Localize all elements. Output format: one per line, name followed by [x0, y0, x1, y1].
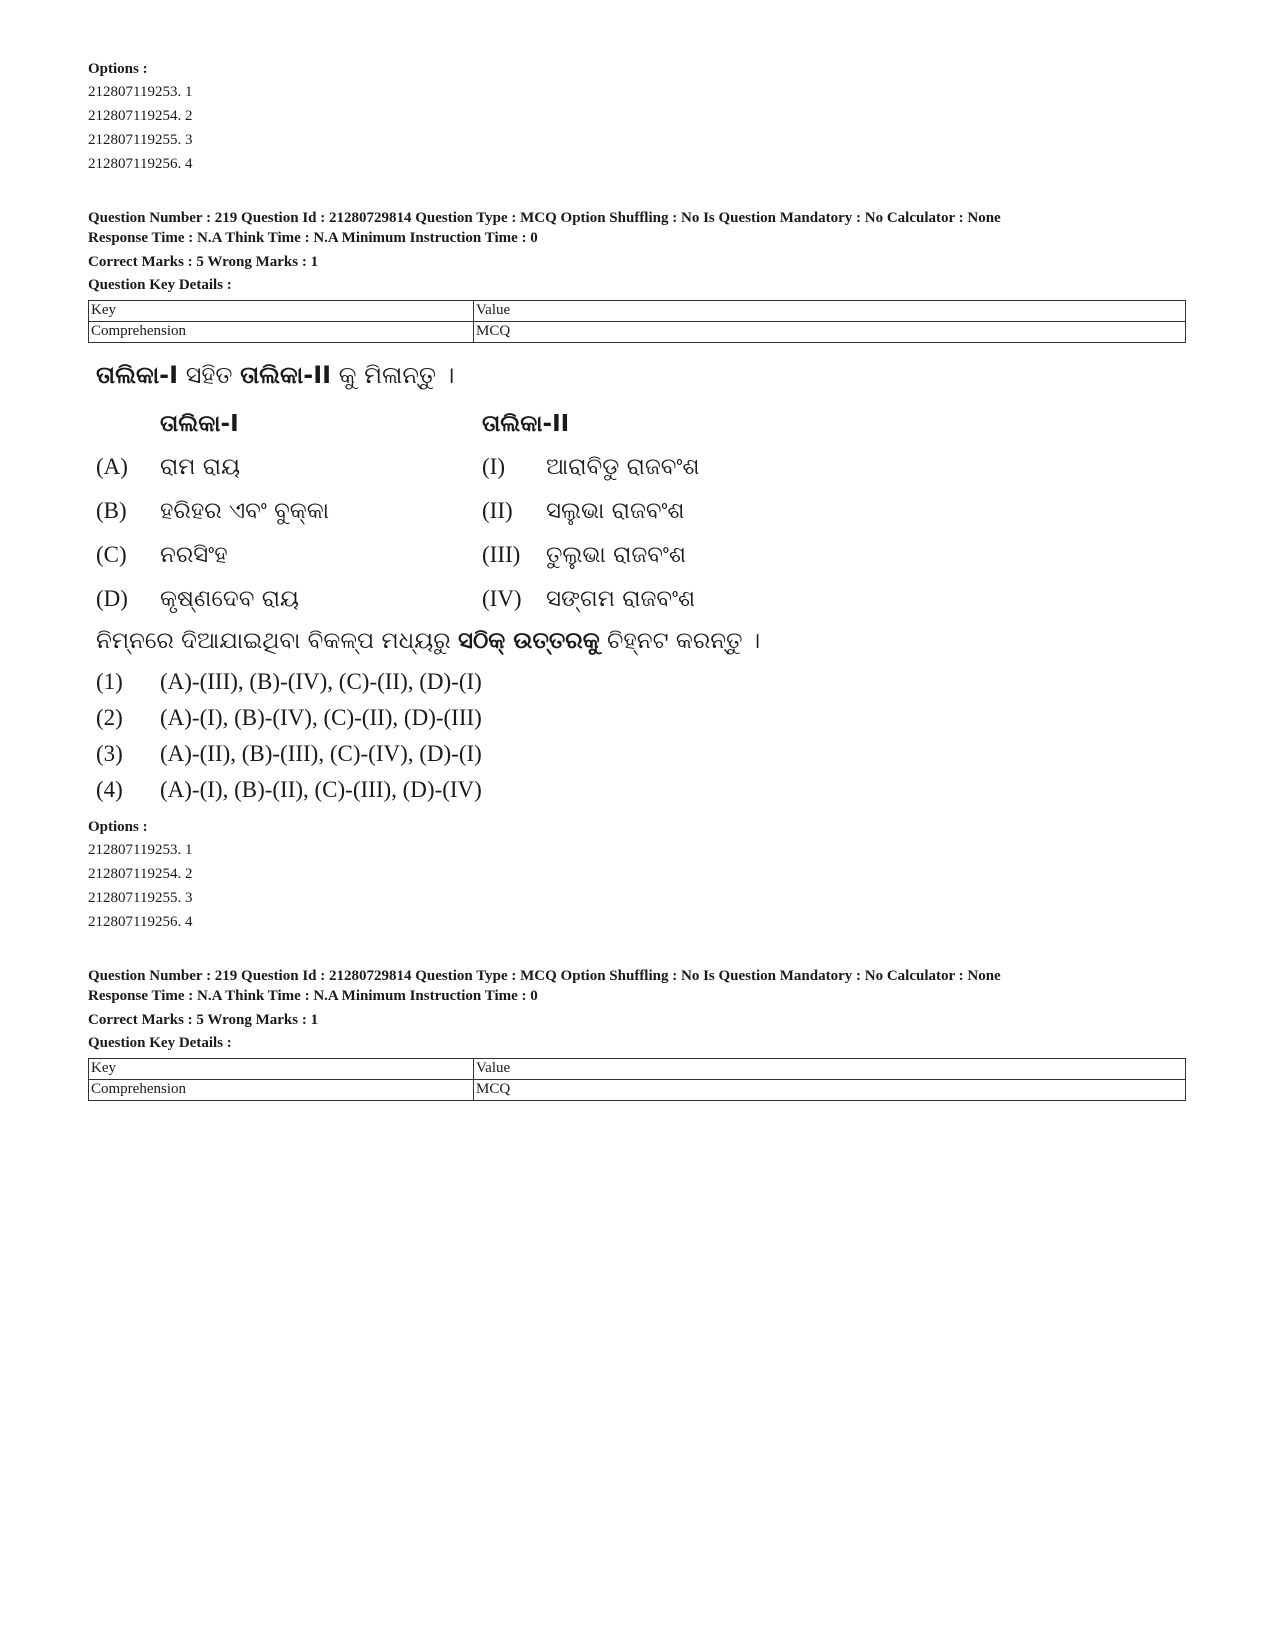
option-id-2: 212807119254. 2 [88, 866, 193, 882]
instruction-emphasis: ସଠିକ୍ ଉତ୍ତରକୁ [457, 628, 600, 654]
list-1-item: ରାମ ରାୟ [160, 454, 241, 480]
option-id-1: 212807119253. 1 [88, 84, 193, 100]
instruction-text: ନିମ୍ନରେ ଦିଆଯାଇଥିବା ବିକଳ୍ପ ମଧ୍ୟରୁ [96, 628, 458, 654]
match-row [96, 497, 796, 527]
option-id-1: 212807119253. 1 [88, 842, 193, 858]
answer-text: (A)-(II), (B)-(III), (C)-(IV), (D)-(I) [160, 741, 482, 766]
option-id-3: 212807119255. 3 [88, 132, 193, 148]
answer-number: (1) [96, 669, 123, 694]
question-key-table [88, 300, 1186, 343]
row-label-left: (B) [96, 498, 127, 523]
option-id-4: 212807119256. 4 [88, 156, 193, 172]
answer-choice [96, 740, 696, 770]
table-cell-key: Comprehension [89, 322, 474, 343]
options-label: Options : [88, 819, 148, 835]
title-list-1: ତାଲିକା-I [96, 361, 179, 389]
answer-text: (A)-(III), (B)-(IV), (C)-(II), (D)-(I) [160, 669, 482, 694]
table-header-key: Key [89, 1059, 474, 1080]
answer-number: (2) [96, 705, 123, 730]
option-id-4: 212807119256. 4 [88, 914, 193, 930]
question-key-table [88, 1058, 1186, 1101]
options-label: Options : [88, 61, 148, 77]
answer-choice [96, 704, 696, 734]
list-2-item: ସଲୁଭା ରାଜବଂଶ [546, 498, 685, 524]
list-2-item: ତୁଲୁଭା ରାଜବଂଶ [546, 542, 686, 568]
key-details-label: Question Key Details : [88, 1035, 232, 1051]
option-id-3: 212807119255. 3 [88, 890, 193, 906]
match-row [96, 541, 796, 571]
table-header-key: Key [89, 301, 474, 322]
list-2-heading: ତାଲିକା-II [482, 411, 570, 437]
key-details-label: Question Key Details : [88, 277, 232, 293]
table-header-value: Value [474, 1059, 1186, 1080]
row-label-right: (IV) [482, 586, 522, 611]
question-title [96, 360, 454, 390]
list-1-heading: ତାଲିକା-I [160, 411, 239, 437]
table-cell-key: Comprehension [89, 1080, 474, 1101]
question-meta-line1: Question Number : 219 Question Id : 21280729814 Question Type : MCQ Option Shuffling : No Is Question Mandatory : No Calculator : None [88, 210, 1001, 226]
match-row [96, 585, 796, 615]
row-label-right: (II) [482, 498, 513, 523]
title-list-2: ତାଲିକା-II [240, 361, 332, 389]
row-label-right: (I) [482, 454, 505, 479]
title-match: କୁ ମିଳାନ୍ତୁ । [331, 361, 455, 389]
list-1-item: ହରିହର ଏବଂ ବୁକ୍କା [160, 498, 329, 524]
question-meta-line1: Question Number : 219 Question Id : 21280729814 Question Type : MCQ Option Shuffling : No Is Question Mandatory : No Calculator : None [88, 968, 1001, 984]
answer-choice [96, 776, 696, 806]
answer-text: (A)-(I), (B)-(IV), (C)-(II), (D)-(III) [160, 705, 482, 730]
option-id-2: 212807119254. 2 [88, 108, 193, 124]
table-header-value: Value [474, 301, 1186, 322]
row-label-left: (C) [96, 542, 127, 567]
row-label-left: (D) [96, 586, 128, 611]
instruction-line [96, 627, 760, 655]
answer-choice [96, 668, 696, 698]
list-2-item: ସଙ୍ଗମ ରାଜବଂଶ [546, 586, 696, 612]
table-cell-value: MCQ [474, 322, 1186, 343]
question-meta-line2: Response Time : N.A Think Time : N.A Minimum Instruction Time : 0 [88, 230, 538, 246]
list-1-item: ନରସିଂହ [160, 542, 228, 568]
row-label-left: (A) [96, 454, 128, 479]
question-meta-line2: Response Time : N.A Think Time : N.A Minimum Instruction Time : 0 [88, 988, 538, 1004]
marks-line: Correct Marks : 5 Wrong Marks : 1 [88, 1012, 319, 1028]
instruction-end: ଚିହ୍ନଟ କରନ୍ତୁ । [599, 628, 761, 654]
row-label-right: (III) [482, 542, 521, 567]
answer-number: (3) [96, 741, 123, 766]
list-1-item: କୃଷ୍ଣଦେବ ରାୟ [160, 586, 299, 612]
title-with: ସହିତ [178, 361, 241, 389]
match-row [96, 453, 796, 483]
list-2-item: ଆରାବିଡୁ ରାଜବଂଶ [546, 454, 700, 480]
answer-text: (A)-(I), (B)-(II), (C)-(III), (D)-(IV) [160, 777, 482, 802]
answer-number: (4) [96, 777, 123, 802]
table-cell-value: MCQ [474, 1080, 1186, 1101]
marks-line: Correct Marks : 5 Wrong Marks : 1 [88, 254, 319, 270]
